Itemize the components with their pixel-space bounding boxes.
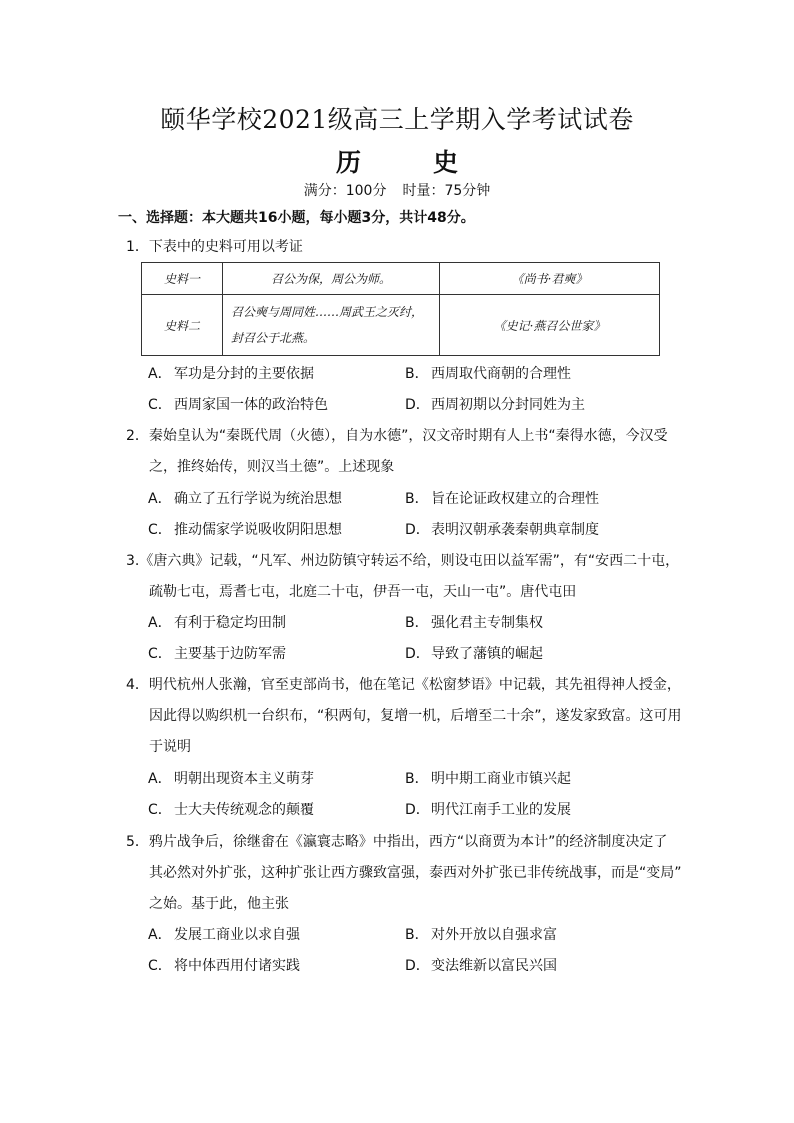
option-b[interactable]: B． 西周取代商朝的合理性 — [405, 366, 571, 382]
source-label: 史料二 — [142, 295, 223, 356]
option-d[interactable]: D．变法维新以富民兴国 — [405, 958, 557, 974]
source-text: 召公为保，周公为师。 — [223, 263, 440, 295]
question-5-options — [148, 920, 688, 982]
option-c[interactable]: C． 主要基于边防军需 — [148, 646, 286, 662]
option-b[interactable]: B． 明中期工商业市镇兴起 — [405, 771, 571, 787]
option-b[interactable]: B． 强化君主专制集权 — [405, 615, 543, 631]
full-score: 满分：100分 — [303, 183, 387, 199]
option-d[interactable]: D．表明汉朝承袭秦朝典章制度 — [405, 522, 599, 538]
question-2-options — [148, 484, 688, 546]
option-c[interactable]: C． 西周家国一体的政治特色 — [148, 397, 328, 413]
subject-char-2: 史 — [433, 148, 459, 177]
option-c[interactable]: C． 推动儒家学说吸收阴阳思想 — [148, 522, 342, 538]
section-heading: 一、选择题：本大题共16小题，每小题3分，共计48分。 — [118, 210, 475, 226]
exam-title: 颐华学校2021级高三上学期入学考试试卷 — [160, 105, 634, 134]
source-text: 召公奭与周同姓……周武王之灭纣， 封召公于北燕。 — [223, 295, 440, 356]
question-5-stem: 5．鸦片战争后，徐继畬在《瀛寰志略》中指出，西方“以商贾为本计”的经济制度决定了 其必然对外扩张，这种扩张让西方骤致富强，泰西对外扩张已非传统战事，而是“变局” 之始。基于此，他主张 — [126, 834, 682, 912]
question-1-stem — [126, 232, 686, 263]
table-row — [142, 263, 660, 295]
question-line: 1．下表中的史料可用以考证 — [126, 239, 303, 255]
source-citation: 《史记·燕召公世家》 — [440, 295, 660, 356]
option-b[interactable]: B． 对外开放以自强求富 — [405, 927, 557, 943]
option-a[interactable]: A． 发展工商业以求自强 — [148, 927, 300, 943]
option-d[interactable]: D．西周初期以分封同姓为主 — [405, 397, 585, 413]
question-4-stem: 4．明代杭州人张瀚，官至吏部尚书，他在笔记《松窗梦语》中记载，其先祖得神人授金， 因此得以购织机一台织布，“积两旬，复增一机，后增至二十余”，遂发家致富。这可用 于说明 — [126, 677, 682, 755]
question-3-options — [148, 608, 688, 670]
table-row — [142, 295, 660, 356]
option-d[interactable]: D．明代江南手工业的发展 — [405, 802, 571, 818]
option-a[interactable]: A． 明朝出现资本主义萌芽 — [148, 771, 314, 787]
question-2-stem: 2．秦始皇认为“秦既代周（火德），自为水德”，汉文帝时期有人上书“秦得水德，今汉受 之，推终始传，则汉当土德”。上述现象 — [126, 428, 668, 475]
subject-title — [0, 143, 794, 179]
source-label: 史料一 — [142, 263, 223, 295]
source-table — [141, 262, 660, 356]
exam-meta — [0, 180, 794, 200]
option-b[interactable]: B． 旨在论证政权建立的合理性 — [405, 491, 599, 507]
option-a[interactable]: A． 有利于稳定均田制 — [148, 615, 286, 631]
option-d[interactable]: D．导致了藩镇的崛起 — [405, 646, 543, 662]
question-3-stem: 3.《唐六典》记载，“凡军、州边防镇守转运不给，则设屯田以益军需”，有“安西二十屯， 疏勒七屯，焉耆七屯，北庭二十屯，伊吾一屯，天山一屯”。唐代屯田 — [126, 553, 680, 600]
option-c[interactable]: C． 将中体西用付诸实践 — [148, 958, 300, 974]
subject-char-1: 历 — [335, 148, 361, 177]
option-a[interactable]: A． 军功是分封的主要依据 — [148, 366, 314, 382]
question-4-options — [148, 764, 688, 826]
time-limit: 时量：75分钟 — [402, 183, 491, 199]
source-citation: 《尚书·君奭》 — [440, 263, 660, 295]
option-a[interactable]: A． 确立了五行学说为统治思想 — [148, 491, 342, 507]
option-c[interactable]: C． 士大夫传统观念的颠覆 — [148, 802, 314, 818]
question-1-options — [148, 359, 688, 421]
